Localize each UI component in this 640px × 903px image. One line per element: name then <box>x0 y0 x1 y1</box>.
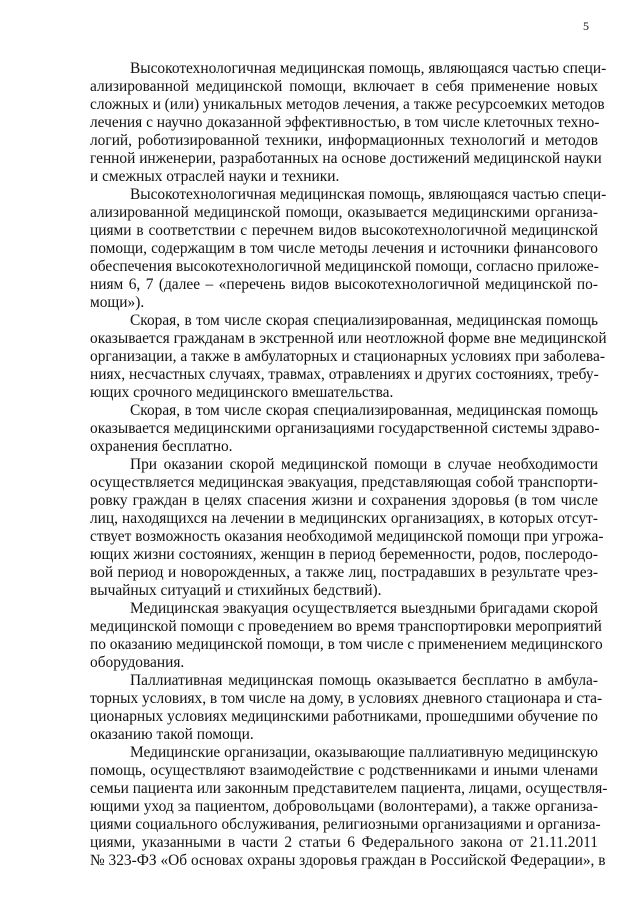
text-line: обеспечения высокотехнологичной медицинской помощи, согласно приложе- <box>90 258 599 275</box>
text-line: логий, роботизированной техники, информационных технологий и методов <box>90 132 598 149</box>
text-line: ровку граждан в целях спасения жизни и сохранения здоровья (в том числе <box>90 492 598 509</box>
text-line: лечения с научно доказанной эффективностью, в том числе клеточных техно- <box>90 114 600 131</box>
text-line: генной инженерии, разработанных на основе достижений медицинской науки <box>90 150 602 167</box>
text-line: циями в соответствии с перечнем видов высокотехнологичной медицинской <box>90 222 598 239</box>
paragraph <box>90 402 598 456</box>
text-line: и смежных отраслей науки и техники. <box>90 168 340 185</box>
paragraph <box>90 456 604 600</box>
text-line: охранения бесплатно. <box>90 438 233 455</box>
text-line: оказанию такой помощи. <box>90 726 254 743</box>
text-line: циями социального обслуживания, религиозными организациями и организа- <box>90 816 601 833</box>
text-line: медицинской помощи с проведением во время транспортировки мероприятий <box>90 618 602 635</box>
text-line: ниям 6, 7 (далее – «перечень видов высокотехнологичной медицинской по- <box>90 276 598 293</box>
text-line: ниях, несчастных случаях, травмах, отравлениях и других состояниях, требу- <box>90 366 599 383</box>
text-line: организации, а также в амбулаторных и стационарных условиях при заболева- <box>90 348 605 365</box>
text-line: по оказанию медицинской помощи, в том числе с применением медицинского <box>90 636 603 653</box>
text-line: Медицинская эвакуация осуществляется выездными бригадами скорой <box>130 600 598 617</box>
paragraph <box>90 60 607 186</box>
text-line: Паллиативная медицинская помощь оказывается бесплатно в амбула- <box>130 672 598 689</box>
text-line: вой период и новорожденных, а также лиц, пострадавших в результате чрез- <box>90 564 598 581</box>
text-line: № 323-ФЗ «Об основах охраны здоровья граждан в Российской Федерации», в <box>90 852 606 869</box>
text-line: ющих срочного медицинского вмешательства. <box>90 384 394 401</box>
text-line: ционарных условиях медицинскими работниками, прошедшими обучение по <box>90 708 598 725</box>
text-line: помощь, осуществляют взаимодействие с родственниками и иными членами <box>90 762 598 779</box>
paragraph <box>90 186 607 312</box>
text-line: Высокотехнологичная медицинская помощь, являющаяся частью специ- <box>130 186 607 203</box>
text-line: помощи, содержащим в том числе методы лечения и источники финансового <box>90 240 598 257</box>
text-line: При оказании скорой медицинской помощи в случае необходимости <box>130 456 598 473</box>
text-line: сложных и (или) уникальных методов лечения, а также ресурсоемких методов <box>90 96 605 113</box>
page-number: 5 <box>583 19 589 33</box>
text-line: ализированной медицинской помощи, включает в себя применение новых <box>90 78 598 95</box>
text-line: осуществляется медицинская эвакуация, представляющая собой транспорти- <box>90 474 598 491</box>
text-line: семьи пациента или законным представителем пациента, лицами, осуществля- <box>90 780 608 797</box>
text-line: оказывается медицинскими организациями государственной системы здраво- <box>90 420 600 437</box>
text-line: лиц, находящихся на лечении в медицинских организациях, в которых отсут- <box>90 510 598 527</box>
text-line: оборудования. <box>90 654 185 671</box>
paragraph <box>90 744 608 870</box>
body-text <box>90 60 608 870</box>
text-line: торных условиях, в том числе на дому, в условиях дневного стационара и ста- <box>90 690 603 707</box>
text-line: ализированной медицинской помощи, оказывается медицинскими организа- <box>90 204 598 221</box>
text-line: ющими уход за пациентом, добровольцами (волонтерами), а также организа- <box>90 798 598 815</box>
text-line: Скорая, в том числе скорая специализированная, медицинская помощь <box>130 402 598 419</box>
text-line: мощи»). <box>90 294 145 311</box>
text-line: Медицинские организации, оказывающие паллиативную медицинскую <box>130 744 598 761</box>
paragraph <box>90 672 603 744</box>
text-line: Скорая, в том числе скорая специализированная, медицинская помощь <box>130 312 598 329</box>
paragraph <box>90 600 603 672</box>
text-line: циями, указанными в части 2 статьи 6 Федерального закона от 21.11.2011 <box>90 834 598 851</box>
paragraph <box>90 312 607 402</box>
text-line: ствует возможность оказания необходимой медицинской помощи при угрожа- <box>90 528 604 545</box>
text-line: вычайных ситуаций и стихийных бедствий). <box>90 582 382 599</box>
text-line: Высокотехнологичная медицинская помощь, являющаяся частью специ- <box>130 60 607 77</box>
text-line: оказывается гражданам в экстренной или неотложной форме вне медицинской <box>90 330 607 347</box>
text-line: ющих жизни состояниях, женщин в период беременности, родов, послеродо- <box>90 546 598 563</box>
